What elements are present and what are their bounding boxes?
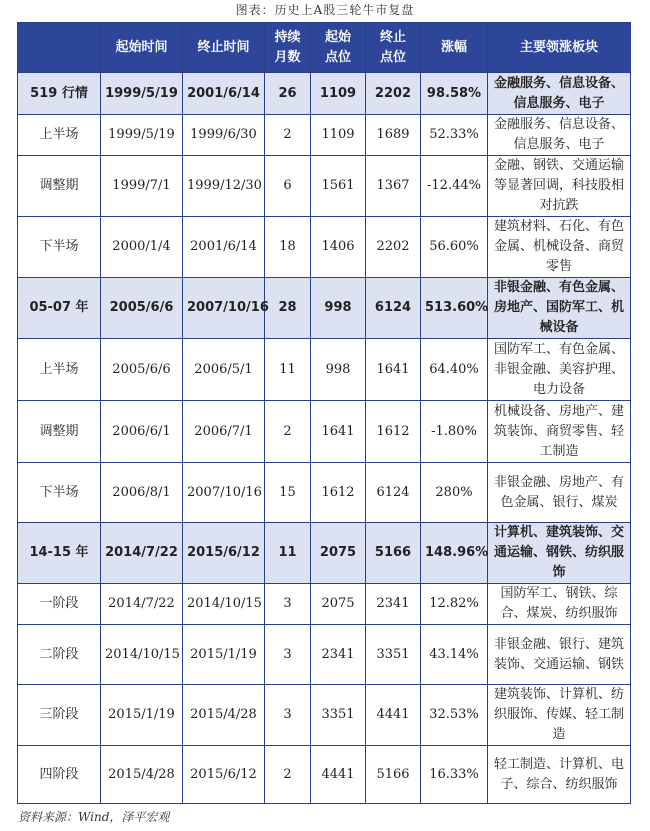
sectors-cell: 金融服务、信息设备、信息服务、电子 xyxy=(488,115,631,156)
header-cell-label xyxy=(18,23,101,73)
months-cell: 2 xyxy=(265,115,311,156)
source-note: 资料来源：Wind，泽平宏观 xyxy=(18,810,170,824)
gain-cell: 12.82% xyxy=(421,584,488,625)
end-date-cell: 2006/7/1 xyxy=(183,401,265,463)
months-cell: 2 xyxy=(265,746,311,804)
gain-cell: 513.60% xyxy=(421,278,488,339)
row-label-cell: 调整期 xyxy=(18,156,101,217)
end-point-cell: 3351 xyxy=(366,625,421,685)
start-date-cell: 2006/6/1 xyxy=(101,401,183,463)
table-row xyxy=(18,217,631,278)
row-label-cell: 二阶段 xyxy=(18,625,101,685)
start-date-cell: 2005/6/6 xyxy=(101,278,183,339)
sectors-cell: 国防军工、钢铁、综合、煤炭、纺织服饰 xyxy=(488,584,631,625)
end-point-cell: 5166 xyxy=(366,523,421,584)
table-row-major xyxy=(18,278,631,339)
start-date-cell: 2005/6/6 xyxy=(101,339,183,401)
table-row-major xyxy=(18,73,631,115)
end-point-cell: 1641 xyxy=(366,339,421,401)
months-cell: 28 xyxy=(265,278,311,339)
start-point-cell: 1109 xyxy=(311,115,366,156)
header-cell-start-date: 起始时间 xyxy=(101,23,183,73)
months-cell: 3 xyxy=(265,685,311,746)
row-label-cell: 519 行情 xyxy=(18,73,101,115)
table-row xyxy=(18,746,631,804)
months-cell: 2 xyxy=(265,401,311,463)
start-point-cell: 998 xyxy=(311,278,366,339)
gain-cell: 43.14% xyxy=(421,625,488,685)
end-date-cell: 2006/5/1 xyxy=(183,339,265,401)
gain-cell: -12.44% xyxy=(421,156,488,217)
months-cell: 3 xyxy=(265,625,311,685)
sectors-cell: 建筑装饰、计算机、纺织服饰、传媒、轻工制造 xyxy=(488,685,631,746)
end-point-cell: 6124 xyxy=(366,278,421,339)
row-label-cell: 调整期 xyxy=(18,401,101,463)
sectors-cell: 轻工制造、计算机、电子、综合、纺织服饰 xyxy=(488,746,631,804)
months-cell: 11 xyxy=(265,523,311,584)
start-point-cell: 1641 xyxy=(311,401,366,463)
end-date-cell: 2015/1/19 xyxy=(183,625,265,685)
row-label-cell: 下半场 xyxy=(18,217,101,278)
table-row xyxy=(18,115,631,156)
table-row-major xyxy=(18,523,631,584)
end-point-cell: 1689 xyxy=(366,115,421,156)
table-row xyxy=(18,584,631,625)
end-point-cell: 4441 xyxy=(366,685,421,746)
sectors-cell: 计算机、建筑装饰、交通运输、钢铁、纺织服饰 xyxy=(488,523,631,584)
end-point-cell: 1612 xyxy=(366,401,421,463)
end-date-cell: 2014/10/15 xyxy=(183,584,265,625)
sectors-cell: 金融服务、信息设备、信息服务、电子 xyxy=(488,73,631,115)
header-cell-start-point: 起始 点位 xyxy=(311,23,366,73)
months-cell: 6 xyxy=(265,156,311,217)
header-row xyxy=(18,23,631,73)
end-point-cell: 5166 xyxy=(366,746,421,804)
sectors-cell: 非银金融、银行、建筑装饰、交通运输、钢铁 xyxy=(488,625,631,685)
end-date-cell: 1999/6/30 xyxy=(183,115,265,156)
start-date-cell: 2014/10/15 xyxy=(101,625,183,685)
sectors-cell: 金融、钢铁、交通运输等显著回调，科技股相对抗跌 xyxy=(488,156,631,217)
header-cell-months: 持续 月数 xyxy=(265,23,311,73)
start-point-cell: 3351 xyxy=(311,685,366,746)
start-point-cell: 1406 xyxy=(311,217,366,278)
start-point-cell: 1109 xyxy=(311,73,366,115)
months-cell: 11 xyxy=(265,339,311,401)
gain-cell: 280% xyxy=(421,463,488,523)
end-date-cell: 2001/6/14 xyxy=(183,217,265,278)
header-cell-sectors: 主要领涨板块 xyxy=(488,23,631,73)
table-row xyxy=(18,401,631,463)
row-label-cell: 四阶段 xyxy=(18,746,101,804)
start-point-cell: 2075 xyxy=(311,584,366,625)
start-point-cell: 1561 xyxy=(311,156,366,217)
months-cell: 26 xyxy=(265,73,311,115)
months-cell: 18 xyxy=(265,217,311,278)
sectors-cell: 非银金融、有色金属、房地产、国防军工、机械设备 xyxy=(488,278,631,339)
start-date-cell: 2006/8/1 xyxy=(101,463,183,523)
row-label-cell: 三阶段 xyxy=(18,685,101,746)
table-caption: 图表：历史上A股三轮牛市复盘 xyxy=(235,3,415,17)
end-point-cell: 2341 xyxy=(366,584,421,625)
header-cell-end-point: 终止 点位 xyxy=(366,23,421,73)
table-row xyxy=(18,685,631,746)
start-point-cell: 998 xyxy=(311,339,366,401)
start-point-cell: 2341 xyxy=(311,625,366,685)
start-date-cell: 2000/1/4 xyxy=(101,217,183,278)
start-point-cell: 2075 xyxy=(311,523,366,584)
start-date-cell: 2015/4/28 xyxy=(101,746,183,804)
end-date-cell: 2015/4/28 xyxy=(183,685,265,746)
gain-cell: -1.80% xyxy=(421,401,488,463)
sectors-cell: 国防军工、有色金属、非银金融、美容护理、电力设备 xyxy=(488,339,631,401)
start-date-cell: 1999/5/19 xyxy=(101,115,183,156)
gain-cell: 64.40% xyxy=(421,339,488,401)
start-date-cell: 2014/7/22 xyxy=(101,584,183,625)
header-cell-end-date: 终止时间 xyxy=(183,23,265,73)
row-label-cell: 14-15 年 xyxy=(18,523,101,584)
gain-cell: 98.58% xyxy=(421,73,488,115)
table-row xyxy=(18,463,631,523)
row-label-cell: 一阶段 xyxy=(18,584,101,625)
bull-market-table xyxy=(17,22,631,804)
end-date-cell: 1999/12/30 xyxy=(183,156,265,217)
start-date-cell: 1999/7/1 xyxy=(101,156,183,217)
start-date-cell: 2014/7/22 xyxy=(101,523,183,584)
table-row xyxy=(18,156,631,217)
gain-cell: 56.60% xyxy=(421,217,488,278)
end-point-cell: 2202 xyxy=(366,73,421,115)
start-date-cell: 1999/5/19 xyxy=(101,73,183,115)
gain-cell: 16.33% xyxy=(421,746,488,804)
gain-cell: 148.96% xyxy=(421,523,488,584)
row-label-cell: 上半场 xyxy=(18,115,101,156)
gain-cell: 32.53% xyxy=(421,685,488,746)
start-point-cell: 1612 xyxy=(311,463,366,523)
sectors-cell: 机械设备、房地产、建筑装饰、商贸零售、轻工制造 xyxy=(488,401,631,463)
row-label-cell: 05-07 年 xyxy=(18,278,101,339)
row-label-cell: 下半场 xyxy=(18,463,101,523)
end-date-cell: 2015/6/12 xyxy=(183,746,265,804)
row-label-cell: 上半场 xyxy=(18,339,101,401)
end-date-cell: 2015/6/12 xyxy=(183,523,265,584)
months-cell: 15 xyxy=(265,463,311,523)
start-point-cell: 4441 xyxy=(311,746,366,804)
table-row xyxy=(18,625,631,685)
end-point-cell: 6124 xyxy=(366,463,421,523)
sectors-cell: 非银金融、房地产、有色金属、银行、煤炭 xyxy=(488,463,631,523)
header-cell-gain: 涨幅 xyxy=(421,23,488,73)
end-date-cell: 2001/6/14 xyxy=(183,73,265,115)
start-date-cell: 2015/1/19 xyxy=(101,685,183,746)
gain-cell: 52.33% xyxy=(421,115,488,156)
end-point-cell: 1367 xyxy=(366,156,421,217)
table-body xyxy=(18,73,631,804)
sectors-cell: 建筑材料、石化、有色金属、机械设备、商贸零售 xyxy=(488,217,631,278)
end-date-cell: 2007/10/16 xyxy=(183,463,265,523)
end-point-cell: 2202 xyxy=(366,217,421,278)
months-cell: 3 xyxy=(265,584,311,625)
table-row xyxy=(18,339,631,401)
end-date-cell: 2007/10/16 xyxy=(183,278,265,339)
